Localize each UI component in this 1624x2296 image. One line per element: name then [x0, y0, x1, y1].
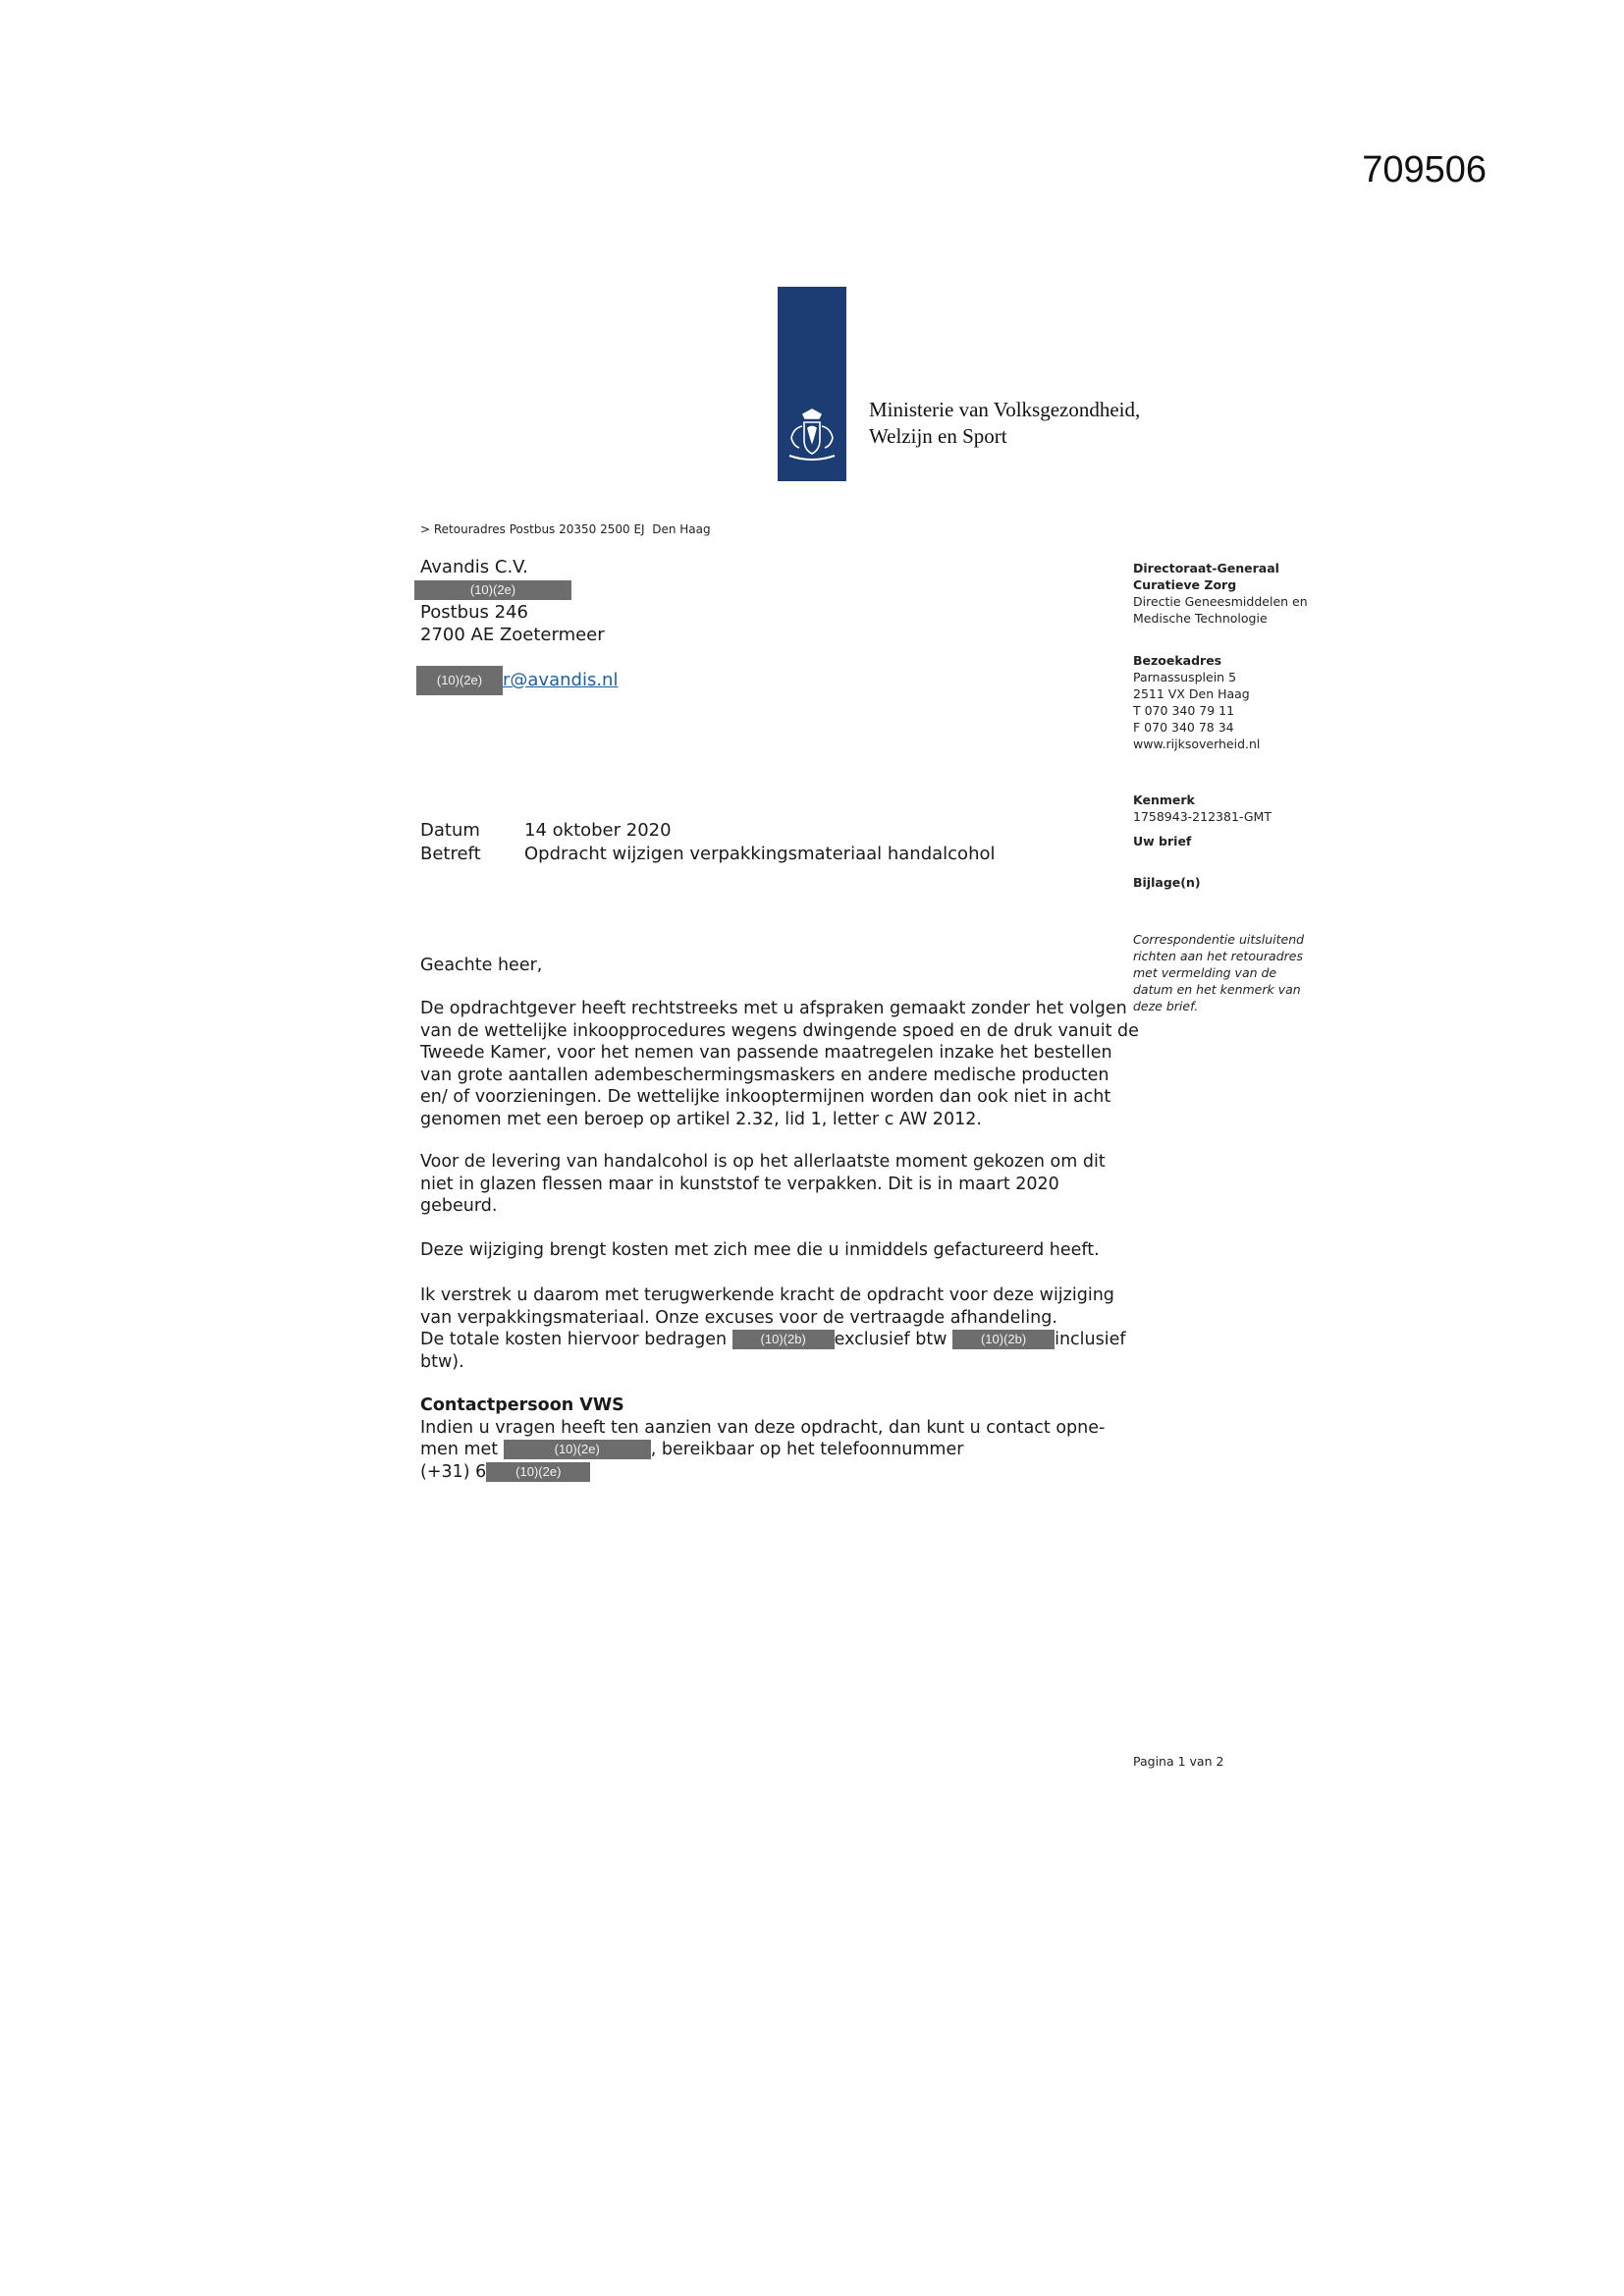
betreft-value: Opdracht wijzigen verpakkingsmateriaal handalcohol	[524, 844, 996, 864]
dg-line-4: Medische Technologie	[1133, 611, 1268, 626]
text-line	[420, 1461, 1127, 1484]
text-line: gebeurd.	[420, 1196, 498, 1216]
uw-brief-label: Uw brief	[1133, 834, 1192, 848]
sidebar-department	[1133, 560, 1308, 627]
text-line: Tweede Kamer, voor het nemen van passende maatregelen inzake het bestellen	[420, 1043, 1112, 1063]
dg-line-2: Curatieve Zorg	[1133, 577, 1237, 592]
datum-label: Datum	[420, 820, 480, 841]
text-line: van grote aantallen adembeschermingsmaskers en andere medische producten	[420, 1065, 1110, 1085]
redaction-box: (10)(2b)	[952, 1330, 1055, 1349]
text-line: van de wettelijke inkoopprocedures wegens dwingende spoed en de druk vanuit de	[420, 1020, 1139, 1041]
recipient-name: Avandis C.V.	[420, 557, 528, 577]
ministry-line-2: Welzijn en Sport	[869, 424, 1007, 448]
sidebar-visit-address	[1133, 652, 1260, 752]
recipient-city: 2700 AE Zoetermeer	[420, 625, 605, 645]
visit-street: Parnassusplein 5	[1133, 670, 1237, 684]
text-line: De opdrachtgever heeft rechtstreeks met u afspraken gemaakt zonder het volgen	[420, 999, 1127, 1018]
text-fragment: inclusief	[1055, 1330, 1126, 1349]
text-line: Indien u vragen heeft ten aanzien van deze opdracht, dan kunt u contact opne-	[420, 1417, 1106, 1438]
paragraph-3	[420, 1239, 1127, 1262]
text-fragment: (+31) 6	[420, 1461, 487, 1482]
redaction-box: (10)(2e)	[504, 1440, 651, 1459]
text-fragment: men met	[420, 1440, 499, 1459]
note-line: Correspondentie uitsluitend	[1133, 932, 1305, 947]
redaction-box: (10)(2e)	[414, 580, 571, 600]
sidebar-uw-brief	[1133, 833, 1191, 849]
note-line: met vermelding van de	[1133, 965, 1277, 980]
paragraph-1	[420, 998, 1139, 1130]
redaction-box: (10)(2e)	[486, 1462, 590, 1482]
text-line: Ik verstrek u daarom met terugwerkende kracht de opdracht voor deze wijziging	[420, 1285, 1114, 1305]
visit-fax: F 070 340 78 34	[1133, 720, 1234, 735]
page-number: Pagina 1 van 2	[1133, 1754, 1224, 1769]
kenmerk-label: Kenmerk	[1133, 793, 1195, 807]
contact-section	[420, 1394, 1127, 1483]
text-line	[420, 1439, 1127, 1461]
paragraph-4	[420, 1285, 1127, 1373]
recipient-address	[420, 556, 605, 646]
note-line: datum en het kenmerk van	[1133, 982, 1301, 997]
text-line	[420, 1329, 1127, 1351]
ministry-name	[869, 397, 1140, 450]
text-line: en/ of voorzieningen. De wettelijke inkooptermijnen worden dan ook niet in acht	[420, 1087, 1111, 1107]
sidebar-bijlagen	[1133, 874, 1201, 891]
sidebar-kenmerk	[1133, 792, 1272, 825]
text-fragment: , bereikbaar op het telefoonnummer	[650, 1440, 964, 1459]
bijlagen-label: Bijlage(n)	[1133, 875, 1201, 890]
ministry-line-1: Ministerie van Volksgezondheid,	[869, 398, 1141, 421]
kenmerk-value: 1758943-212381-GMT	[1133, 809, 1272, 824]
recipient-email	[420, 666, 618, 695]
salutation	[420, 955, 1127, 977]
return-address: > Retouradres Postbus 20350 2500 EJ Den Haag	[420, 522, 711, 536]
paragraph-2	[420, 1151, 1127, 1218]
text-fragment: De totale kosten hiervoor bedragen	[420, 1330, 728, 1349]
email-link[interactable]: r@avandis.nl	[503, 670, 619, 690]
visit-phone: T 070 340 79 11	[1133, 703, 1235, 718]
correspondence-note	[1133, 931, 1304, 1014]
note-line: deze brief.	[1133, 999, 1199, 1013]
text-line: genomen met een beroep op artikel 2.32, lid 1, letter c AW 2012.	[420, 1109, 982, 1129]
recipient-postbus: Postbus 246	[420, 602, 528, 623]
salutation-text: Geachte heer,	[420, 956, 543, 975]
rijksoverheid-logo	[778, 287, 846, 481]
text-fragment: exclusief btw	[834, 1330, 947, 1349]
letter-meta	[420, 819, 996, 866]
text-line: niet in glazen flessen maar in kunststof te verpakken. Dit is in maart 2020	[420, 1174, 1059, 1194]
visit-web: www.rijksoverheid.nl	[1133, 737, 1261, 751]
recipient-redacted-line	[420, 578, 605, 601]
note-line: richten aan het retouradres	[1133, 949, 1303, 963]
text-line: Deze wijziging brengt kosten met zich mee die u inmiddels gefactureerd heeft.	[420, 1240, 1100, 1260]
betreft-label: Betreft	[420, 844, 481, 864]
dg-line-3: Directie Geneesmiddelen en	[1133, 594, 1308, 609]
redaction-box: (10)(2b)	[732, 1330, 835, 1349]
text-line: btw).	[420, 1351, 464, 1372]
redaction-box: (10)(2e)	[416, 666, 503, 695]
text-line: Voor de levering van handalcohol is op het allerlaatste moment gekozen om dit	[420, 1152, 1106, 1172]
document-number: 709506	[1362, 149, 1487, 191]
contact-heading: Contactpersoon VWS	[420, 1395, 624, 1415]
datum-value: 14 oktober 2020	[524, 820, 672, 841]
text-line: van verpakkingsmateriaal. Onze excuses voor de vertraagde afhandeling.	[420, 1307, 1057, 1328]
dg-line-1: Directoraat-Generaal	[1133, 561, 1279, 575]
visit-city: 2511 VX Den Haag	[1133, 686, 1250, 701]
visit-title: Bezoekadres	[1133, 653, 1222, 668]
coat-of-arms-icon	[784, 407, 840, 465]
